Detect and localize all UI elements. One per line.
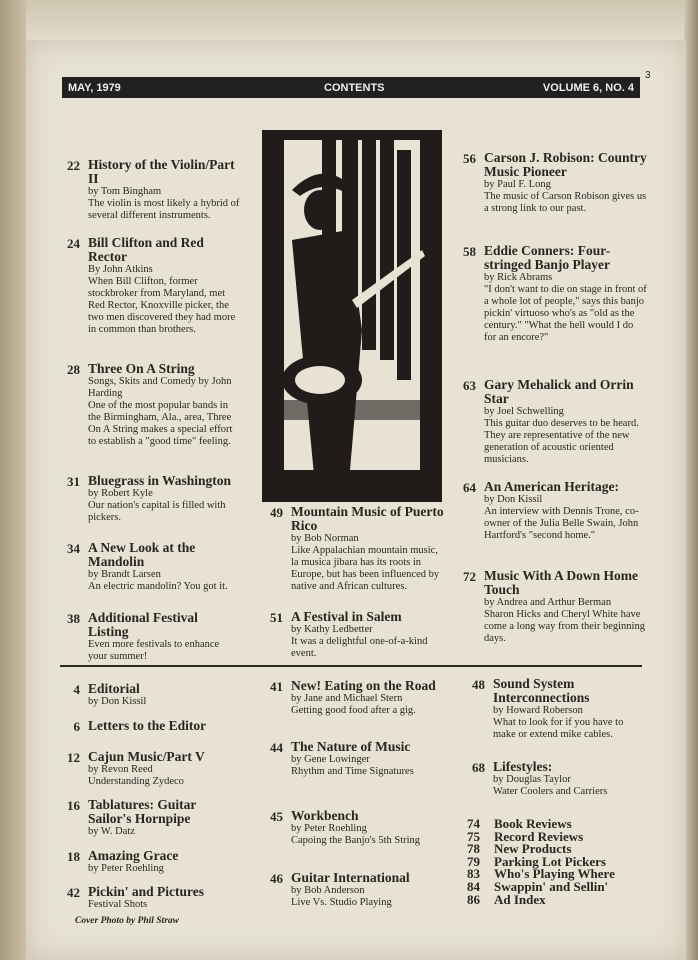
toc-entry[interactable] [265,505,445,593]
toc-entry[interactable] [62,362,240,448]
entry-byline: by Paul F. Long [484,179,551,190]
entry-body [484,378,648,466]
entry-page-number: 4 [73,682,80,697]
entry-description: It was a delightful one-of-a-kind event. [291,636,428,659]
entry-body [484,244,648,344]
artist-signature: A [412,475,427,497]
entry-byline: by Douglas Taylor [493,774,571,785]
entry-page-number: 46 [270,871,283,886]
entry-page-number: 63 [463,378,476,393]
entry-page-number: 18 [67,849,80,864]
toc-entry[interactable] [458,569,648,645]
entry-description: One of the most popular bands in the Birmingham, Ala., area, Three On A String makes a special effort to establish a "good time" feeling. [88,400,233,447]
entry-body [291,610,445,660]
entry-byline: by Peter Roehling [291,823,367,834]
entry-title: Bill Clifton and Red Rector [88,235,204,264]
entry-title: A New Look at the Mandolin [88,540,196,569]
toc-entry[interactable] [467,760,647,798]
list-page-number: 86 [467,891,480,907]
entry-title: Additional Festival Listing [88,610,198,639]
entry-body [88,362,240,448]
entry-body [484,480,648,542]
entry-description: Rhythm and Time Signatures [291,766,414,777]
entry-description: An interview with Dennis Trone, co-owner of the Julia Belle Swain, John Hartford's "second home." [484,506,639,541]
entry-page-number: 48 [472,677,485,692]
toc-entry[interactable] [458,151,648,215]
entry-page-number: 42 [67,885,80,900]
entry-description: Festival Shots [88,899,148,910]
entry-body [88,611,240,663]
entry-description: Our nation's capital is filled with pickers. [88,500,226,523]
entry-body [291,679,445,717]
entry-body [493,760,647,798]
entry-description: Live Vs. Studio Playing [291,897,392,908]
entry-body [88,541,240,593]
header-bar [62,77,640,98]
entry-title: A Festival in Salem [291,609,402,624]
list-title: Parking Lot Pickers [494,853,606,869]
entry-body [88,719,242,733]
entry-body [484,569,648,645]
entry-body [291,809,445,847]
entry-title: New! Eating on the Road [291,678,436,693]
list-title: Who's Playing Where [494,866,615,882]
entry-description: An electric mandolin? You got it. [88,581,228,592]
entry-body [88,849,242,875]
list-title: Book Reviews [494,816,572,831]
entry-title: Mountain Music of Puerto Rico [291,504,444,533]
entry-body [88,474,240,524]
entry-byline: by Robert Kyle [88,488,153,499]
entry-page-number: 64 [463,480,476,495]
toc-entry[interactable] [62,158,240,222]
toc-entry[interactable] [62,682,242,708]
toc-entry[interactable] [62,541,240,593]
scan-border-top [0,0,698,42]
entry-byline: by Revon Reed [88,764,153,775]
entry-page-number: 56 [463,151,476,166]
entry-title: Amazing Grace [88,848,179,863]
entry-page-number: 49 [270,505,283,520]
entry-description: The music of Carson Robison gives us a strong link to our past. [484,191,647,214]
entry-title: Editorial [88,681,140,696]
entry-body [291,871,445,909]
department-list-item[interactable] [467,880,615,893]
entry-page-number: 72 [463,569,476,584]
entry-body [484,151,648,215]
list-page-number: 79 [467,853,480,869]
toc-entry[interactable] [62,798,242,838]
list-title: Record Reviews [494,828,584,844]
entry-byline: by Tom Bingham [88,186,162,197]
entry-byline: by Kathy Ledbetter [291,624,373,635]
list-page-number: 75 [467,828,480,844]
toc-entry[interactable] [265,610,445,660]
entry-page-number: 22 [67,158,80,173]
entry-byline: by Bob Anderson [291,885,365,896]
entry-byline: Songs, Skits and Comedy by John Harding [88,376,232,399]
toc-entry[interactable] [62,236,240,336]
toc-entry[interactable] [265,679,445,717]
entry-body [88,750,242,788]
volume-number: VOLUME 6, NO. 4 [542,82,634,94]
entry-page-number: 68 [472,760,485,775]
entry-byline: by Jane and Michael Stern [291,693,403,704]
list-title: New Products [494,841,572,857]
entry-description: Like Appalachian mountain music, la musica jibara has its roots in Europe, but has been influenced by native and African cultures. [291,545,440,592]
entry-page-number: 51 [270,610,283,625]
entry-title: The Nature of Music [291,739,411,754]
entry-body [88,798,242,838]
department-list-item[interactable] [467,817,615,830]
entry-title: Bluegrass in Washington [88,473,232,488]
list-page-number: 83 [467,866,480,882]
entry-page-number: 31 [67,474,80,489]
entry-title: Pickin' and Pictures [88,884,205,899]
department-list-item[interactable] [467,842,615,855]
entry-title: Three On A String [88,361,195,376]
entry-page-number: 34 [67,541,80,556]
entry-description: Understanding Zydeco [88,776,184,787]
toc-entry[interactable] [62,611,240,663]
entry-byline: by Don Kissil [484,494,543,505]
entry-description: Water Coolers and Carriers [493,786,608,797]
entry-page-number: 28 [67,362,80,377]
toc-entry[interactable] [62,885,242,911]
entry-title: Sound System Interconnections [493,676,590,705]
entry-description: Getting good food after a gig. [291,705,416,716]
entry-body [88,158,240,222]
toc-entry[interactable] [467,677,647,741]
entry-description: What to look for if you have to make or extend mike cables. [493,717,624,740]
toc-entry[interactable] [265,740,445,778]
entry-description: Capoing the Banjo's 5th String [291,835,421,846]
entry-description: Sharon Hicks and Cheryl White have come a long way from their beginning days. [484,609,645,644]
toc-entry[interactable] [458,378,648,466]
toc-entry[interactable] [265,809,445,847]
entry-description: This guitar duo deserves to be heard. They are representative of the new generation of acoustic oriented musicians. [484,418,639,465]
list-title: Swappin' and Sellin' [494,878,609,894]
entry-title: An American Heritage: [484,479,619,494]
toc-entry[interactable] [62,849,242,875]
entry-body [291,740,445,778]
list-page-number: 74 [467,816,480,831]
entry-byline: by Howard Roberson [493,705,583,716]
entry-byline: by Don Kissil [88,696,147,707]
toc-entry[interactable] [62,750,242,788]
entry-title: Carson J. Robison: Country Music Pioneer [484,150,647,179]
entry-title: Letters to the Editor [88,718,207,733]
entry-description: Even more festivals to enhance your summer! [88,639,220,662]
departments-list [467,817,615,905]
contents-heading: CONTENTS [324,82,385,94]
toc-entry[interactable] [62,474,240,524]
list-page-number: 78 [467,841,480,857]
scan-border-left [0,0,26,960]
entry-byline: by Gene Lowinger [291,754,370,765]
section-divider [60,665,642,667]
entry-byline: by W. Datz [88,826,135,837]
entry-title: Tablatures: Guitar Sailor's Hornpipe [88,797,197,826]
cover-woodcut-illustration [262,130,442,502]
toc-entry[interactable] [458,480,648,542]
entry-body [88,236,240,336]
entry-title: Workbench [291,808,359,823]
entry-title: History of the Violin/Part II [88,157,235,186]
toc-entry[interactable] [265,871,445,909]
entry-byline: by Bob Norman [291,533,359,544]
entry-body [88,682,242,708]
entry-body [291,505,445,593]
entry-description: When Bill Clifton, former stockbroker from Maryland, met Red Rector, Knoxville picker, the two men discovered they had more in common than brothers. [88,276,236,335]
toc-entry[interactable] [458,244,648,344]
entry-byline: by Andrea and Arthur Berman [484,597,612,608]
department-list-item[interactable] [467,893,615,906]
issue-date: MAY, 1979 [68,82,121,94]
scan-border-right [684,0,698,960]
entry-page-number: 58 [463,244,476,259]
entry-page-number: 38 [67,611,80,626]
entry-title: Lifestyles: [493,759,553,774]
entry-title: Guitar International [291,870,410,885]
entry-page-number: 41 [270,679,283,694]
cover-credit: Cover Photo by Phil Straw [75,916,179,926]
entry-page-number: 45 [270,809,283,824]
entry-byline: By John Atkins [88,264,153,275]
entry-page-number: 12 [67,750,80,765]
page-number: 3 [645,70,651,81]
entry-byline: by Rick Abrams [484,272,553,283]
entry-body [88,885,242,911]
entry-page-number: 24 [67,236,80,251]
entry-page-number: 6 [73,719,80,734]
list-title: Ad Index [494,891,546,907]
entry-title: Music With A Down Home Touch [484,568,639,597]
entry-description: "I don't want to die on stage in front of a whole lot of people," says this banjo pickin' virtuoso who's as "old as the century." "What the hell would I do for an encore?" [484,284,647,343]
entry-title: Cajun Music/Part V [88,749,205,764]
entry-description: The violin is most likely a hybrid of several different instruments. [88,198,240,221]
list-page-number: 84 [467,878,480,894]
entry-page-number: 16 [67,798,80,813]
entry-title: Eddie Conners: Four-stringed Banjo Player [484,243,611,272]
entry-body [493,677,647,741]
entry-byline: by Joel Schwelling [484,406,564,417]
entry-byline: by Peter Roehling [88,863,164,874]
entry-page-number: 44 [270,740,283,755]
toc-entry[interactable] [62,719,242,733]
entry-title: Gary Mehalick and Orrin Star [484,377,634,406]
entry-byline: by Brandt Larsen [88,569,161,580]
